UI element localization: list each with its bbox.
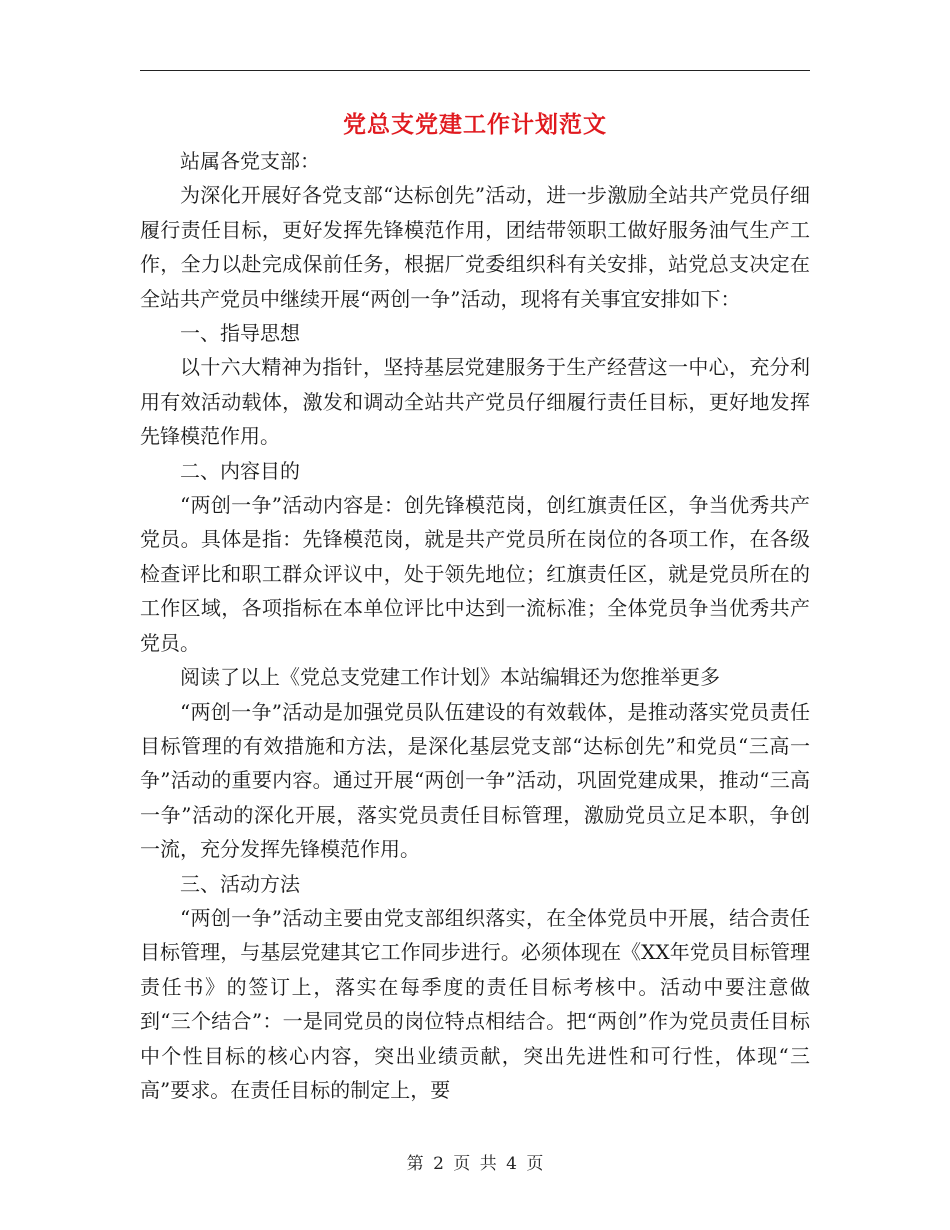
section-heading: 二、内容目的 xyxy=(180,458,300,483)
document-body xyxy=(140,144,810,1107)
paragraph: “两创一争”活动内容是：创先锋模范岗，创红旗责任区，争当优秀共产党员。具体是指：先锋模范岗，就是共产党员所在岗位的各项工作，在各级检查评比和职工群众评议中，处于领先地位；红旗责任区，就是党员所在的工作区域，各项指标在本单位评比中达到一流标准；全体党员争当优秀共产党员。 xyxy=(140,493,810,655)
paragraph: “两创一争”活动是加强党员队伍建设的有效载体，是推动落实党员责任目标管理的有效措施和方法，是深化基层党支部“达标创先”和党员“三高一争”活动的重要内容。通过开展“两创一争”活动，巩固党建成果，推动“三高一争”活动的深化开展，落实党员责任目标管理，激励党员立足本职，争创一流，充分发挥先锋模范作用。 xyxy=(140,699,810,862)
document-page xyxy=(140,0,810,1230)
section-heading: 三、活动方法 xyxy=(180,871,300,896)
header-rule xyxy=(140,70,810,71)
page-number-footer: 第 2 页 共 4 页 xyxy=(406,1154,544,1174)
document-title: 党总支党建工作计划范文 xyxy=(343,111,607,138)
paragraph: 为深化开展好各党支部“达标创先”活动，进一步激励全站共产党员仔细履行责任目标，更好发挥先锋模范作用，团结带领职工做好服务油气生产工作，全力以赴完成保前任务，根据厂党委组织科有关安排，站党总支决定在全站共产党员中继续开展“两创一争”活动，现将有关事宜安排如下： xyxy=(140,183,810,311)
paragraph: 阅读了以上《党总支党建工作计划》本站编辑还为您推举更多 xyxy=(180,665,720,690)
paragraph: “两创一争”活动主要由党支部组织落实，在全体党员中开展，结合责任目标管理，与基层党建其它工作同步进行。必须体现在《XX年党员目标管理责任书》的签订上，落实在每季度的责任目标考核中。活动中要注意做到“三个结合”：一是同党员的岗位特点相结合。把“两创”作为党员责任目标中个性目标的核心内容，突出业绩贡献，突出先进性和可行性，体现“三高”要求。在责任目标的制定上，要 xyxy=(140,905,810,1102)
paragraph-salutation: 站属各党支部： xyxy=(180,149,320,173)
section-heading: 一、指导思想 xyxy=(180,321,300,346)
paragraph: 以十六大精神为指针，坚持基层党建服务于生产经营这一中心，充分利用有效活动载体，激发和调动全站共产党员仔细履行责任目标，更好地发挥先锋模范作用。 xyxy=(140,355,810,449)
